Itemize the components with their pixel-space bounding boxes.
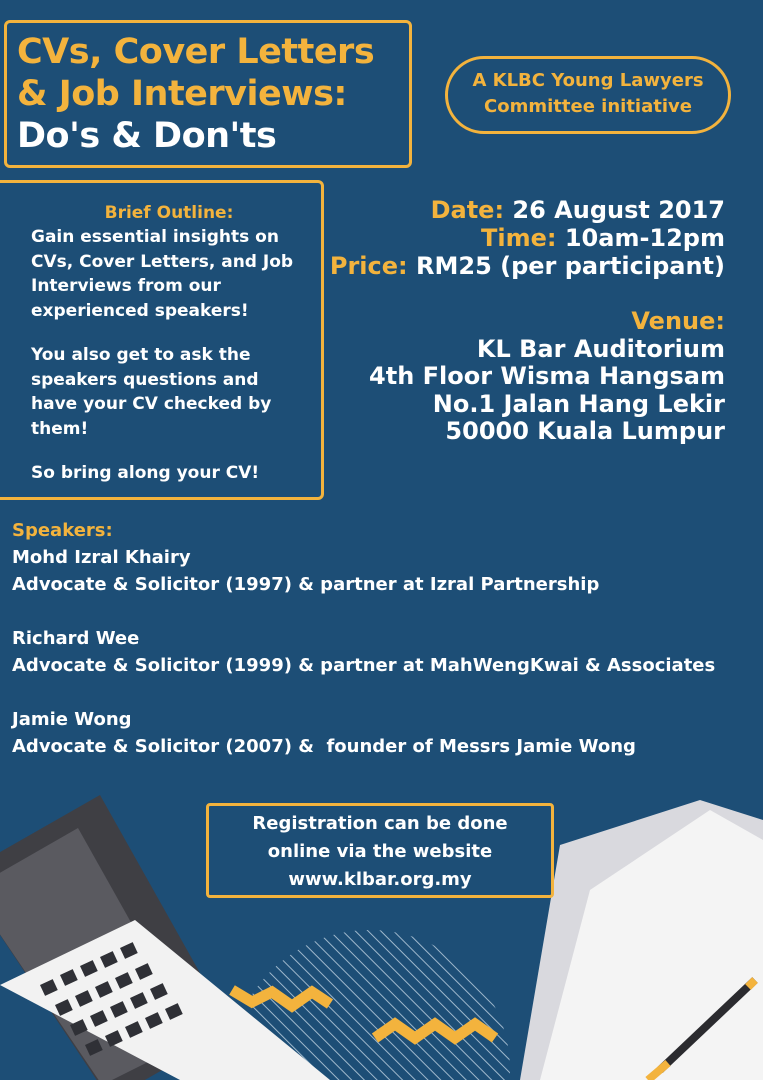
- speaker-name: Richard Wee: [12, 628, 140, 649]
- speakers-label: Speakers:: [12, 520, 113, 541]
- venue-block: [369, 308, 725, 446]
- initiative-line-2: Committee initiative: [484, 96, 692, 117]
- outline-paragraph: Gain essential insights on CVs, Cover Letters, and Job Interviews from our experienced speakers!: [31, 227, 294, 321]
- time-value: 10am-12pm: [564, 224, 725, 252]
- event-date: [330, 196, 725, 224]
- speaker-name: Mohd Izral Khairy: [12, 547, 191, 568]
- date-value: 26 August 2017: [512, 196, 725, 224]
- price-value: RM25 (per participant): [416, 252, 725, 280]
- outline-paragraph: So bring along your CV!: [31, 463, 260, 483]
- initiative-line-1: A KLBC Young Lawyers: [472, 70, 704, 91]
- outline-box: [0, 180, 324, 500]
- registration-url: www.klbar.org.my: [288, 869, 472, 890]
- date-label: Date:: [430, 196, 505, 224]
- initiative-badge: [445, 56, 731, 134]
- title-line-3: Do's & Don'ts: [17, 116, 277, 156]
- venue-line: 50000 Kuala Lumpur: [445, 417, 725, 445]
- outline-paragraph: You also get to ask the speakers questions and have your CV checked by them!: [31, 345, 272, 439]
- speaker-desc: Advocate & Solicitor (1997) & partner at Izral Partnership: [12, 574, 600, 595]
- speaker-desc: Advocate & Solicitor (2007) & founder of Messrs Jamie Wong: [12, 736, 636, 757]
- venue-line: KL Bar Auditorium: [476, 334, 725, 363]
- title-line-1: CVs, Cover Letters: [17, 32, 375, 72]
- registration-line-2: online via the website: [267, 841, 493, 862]
- venue-line: No.1 Jalan Hang Lekir: [432, 389, 725, 418]
- price-label: Price:: [329, 252, 408, 280]
- registration-box: [206, 803, 554, 898]
- speaker-desc: Advocate & Solicitor (1999) & partner at MahWengKwai & Associates: [12, 655, 716, 676]
- speaker-name: Jamie Wong: [12, 709, 132, 730]
- outline-heading: Brief Outline:: [104, 203, 234, 223]
- event-info: [330, 196, 725, 280]
- venue-line: 4th Floor Wisma Hangsam: [369, 362, 725, 390]
- speakers-section: [12, 517, 715, 760]
- time-label: Time:: [481, 224, 557, 252]
- venue-label: Venue:: [631, 307, 725, 335]
- event-time: [330, 224, 725, 252]
- registration-line-1: Registration can be done: [252, 813, 508, 834]
- title-box: [4, 20, 412, 168]
- title-line-2: & Job Interviews:: [17, 74, 347, 114]
- event-price: [330, 252, 725, 280]
